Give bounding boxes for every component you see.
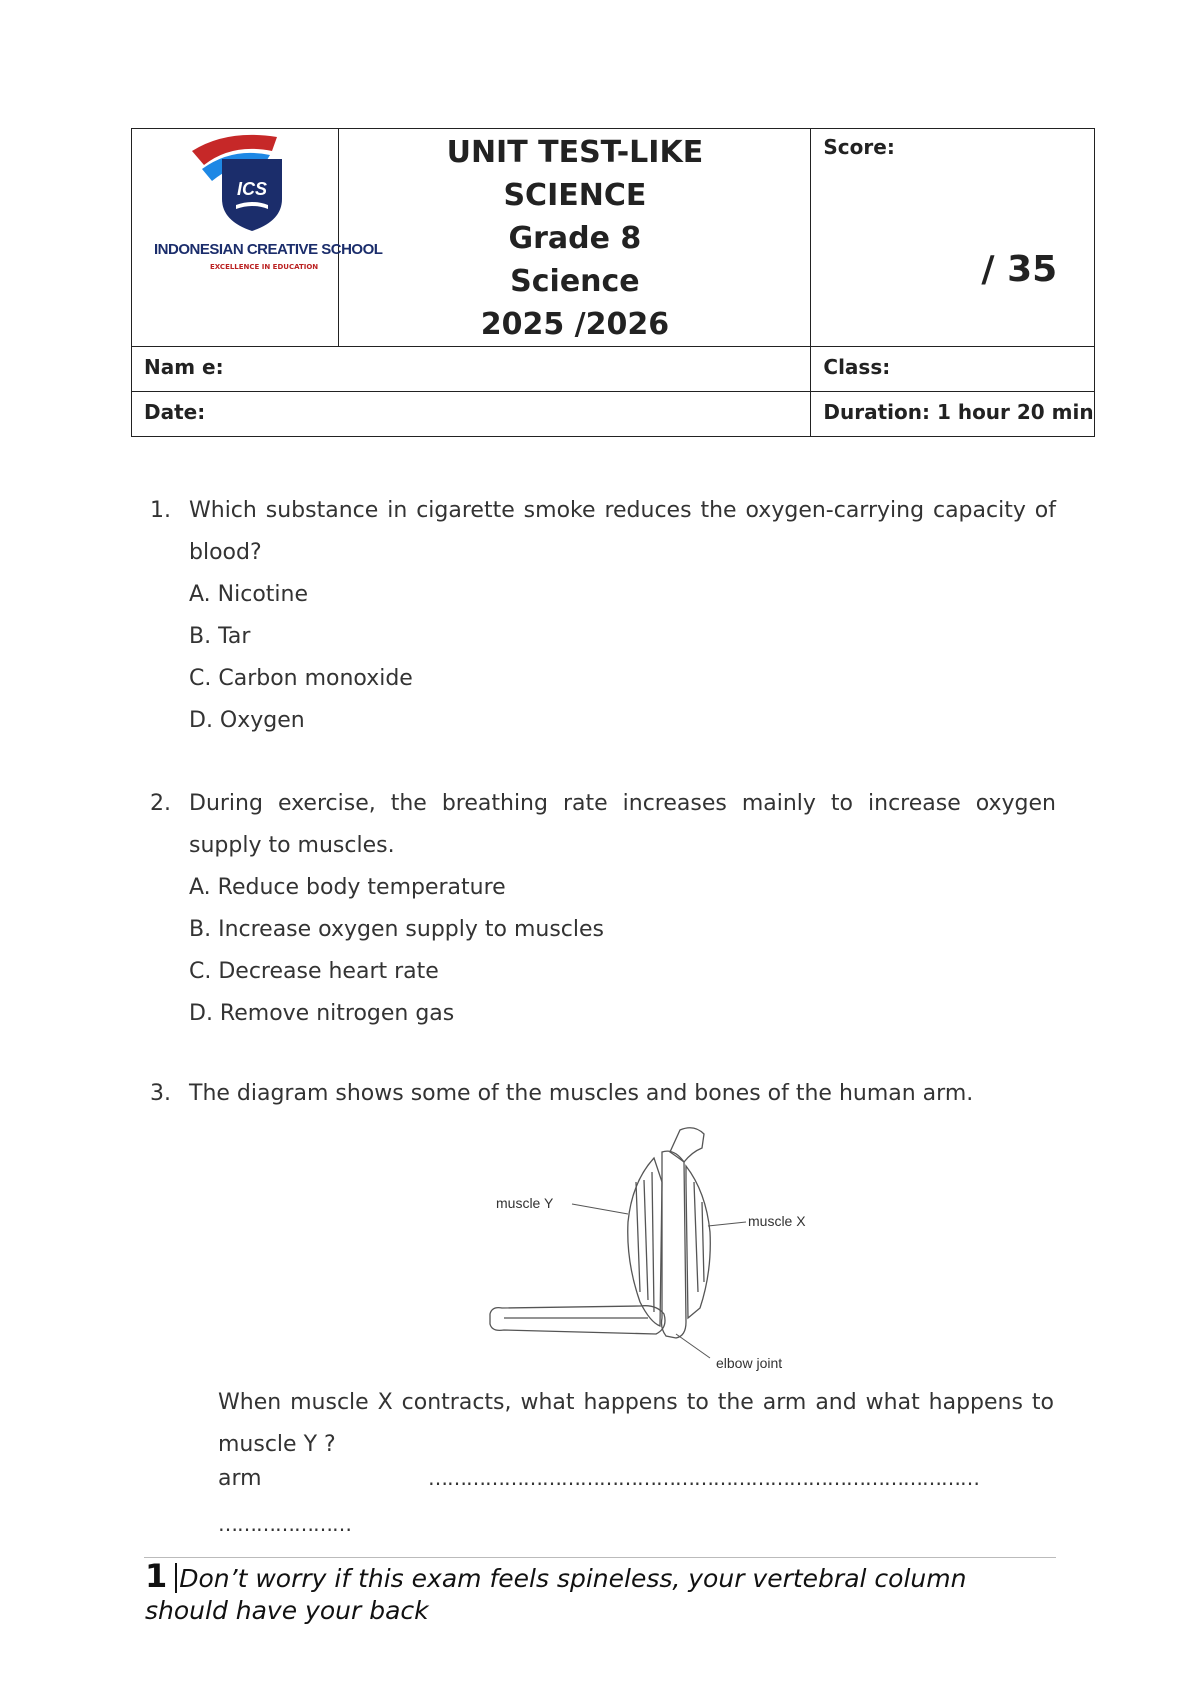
question-number: 1. xyxy=(150,498,171,523)
answer-row-arm xyxy=(218,1466,1054,1491)
question-text: Which substance in cigarette smoke reduces the oxygen-carrying capacity of blood? xyxy=(189,498,1056,565)
answer-line-continued[interactable]: ………………… xyxy=(218,1512,351,1536)
score-total: / 35 xyxy=(981,249,1058,290)
option-b[interactable]: B. Increase oxygen supply to muscles xyxy=(189,917,605,942)
name-label: Nam e: xyxy=(144,355,224,379)
question-text: During exercise, the breathing rate increases mainly to increase oxygen supply to muscles. xyxy=(189,791,1056,858)
option-a[interactable]: A. Nicotine xyxy=(189,582,308,607)
label-muscle-x: muscle X xyxy=(748,1213,806,1229)
score-cell[interactable] xyxy=(811,129,1095,347)
title-line-2: SCIENCE xyxy=(503,178,647,213)
question-3 xyxy=(150,1073,1056,1115)
title-cell xyxy=(339,129,811,347)
class-label: Class: xyxy=(823,355,891,379)
question-number: 3. xyxy=(150,1081,171,1106)
title-line-3: Grade 8 xyxy=(508,221,642,256)
arm-diagram xyxy=(480,1122,840,1372)
class-field[interactable] xyxy=(811,347,1095,392)
option-c[interactable]: C. Carbon monoxide xyxy=(189,666,413,691)
logo-tagline: EXCELLENCE IN EDUCATION xyxy=(210,263,319,271)
page-number: 1 xyxy=(145,1557,168,1595)
page-footer xyxy=(145,1557,1055,1627)
option-d[interactable]: D. Remove nitrogen gas xyxy=(189,1001,455,1026)
question-1 xyxy=(150,490,1056,742)
score-label: Score: xyxy=(823,135,895,159)
date-label: Date: xyxy=(144,400,206,424)
svg-text:ICS: ICS xyxy=(236,179,268,199)
question-number: 2. xyxy=(150,791,171,816)
date-field[interactable] xyxy=(132,392,811,437)
option-a[interactable]: A. Reduce body temperature xyxy=(189,875,506,900)
duration-field xyxy=(811,392,1095,437)
label-muscle-y: muscle Y xyxy=(496,1195,554,1211)
logo-school-name: INDONESIAN CREATIVE SCHOOL xyxy=(154,241,383,258)
question-2 xyxy=(150,783,1056,1035)
question-text: The diagram shows some of the muscles and bones of the human arm. xyxy=(189,1081,974,1106)
option-c[interactable]: C. Decrease heart rate xyxy=(189,959,439,984)
label-elbow-joint: elbow joint xyxy=(716,1355,783,1371)
footer-separator xyxy=(175,1563,177,1593)
title-line-4: Science xyxy=(510,264,640,299)
option-d[interactable]: D. Oxygen xyxy=(189,708,305,733)
option-b[interactable]: B. Tar xyxy=(189,624,251,649)
footer-divider xyxy=(144,1557,1056,1558)
title-line-5: 2025 /2026 xyxy=(480,307,670,342)
duration-label: Duration: 1 hour 20 min xyxy=(823,400,1094,424)
footer-text: Don’t worry if this exam feels spineless, your vertebral column should have your back xyxy=(145,1564,967,1625)
logo-cell xyxy=(132,129,383,347)
header-table xyxy=(131,128,1095,437)
name-field[interactable] xyxy=(132,347,811,392)
answer-line[interactable]: …………………………………………………………………………… xyxy=(428,1466,979,1490)
title-line-1: UNIT TEST-LIKE xyxy=(446,135,704,170)
question-3-follow-up: When muscle X contracts, what happens to the arm and what happens to muscle Y ? xyxy=(218,1390,1054,1457)
answer-label-arm: arm xyxy=(218,1466,262,1491)
